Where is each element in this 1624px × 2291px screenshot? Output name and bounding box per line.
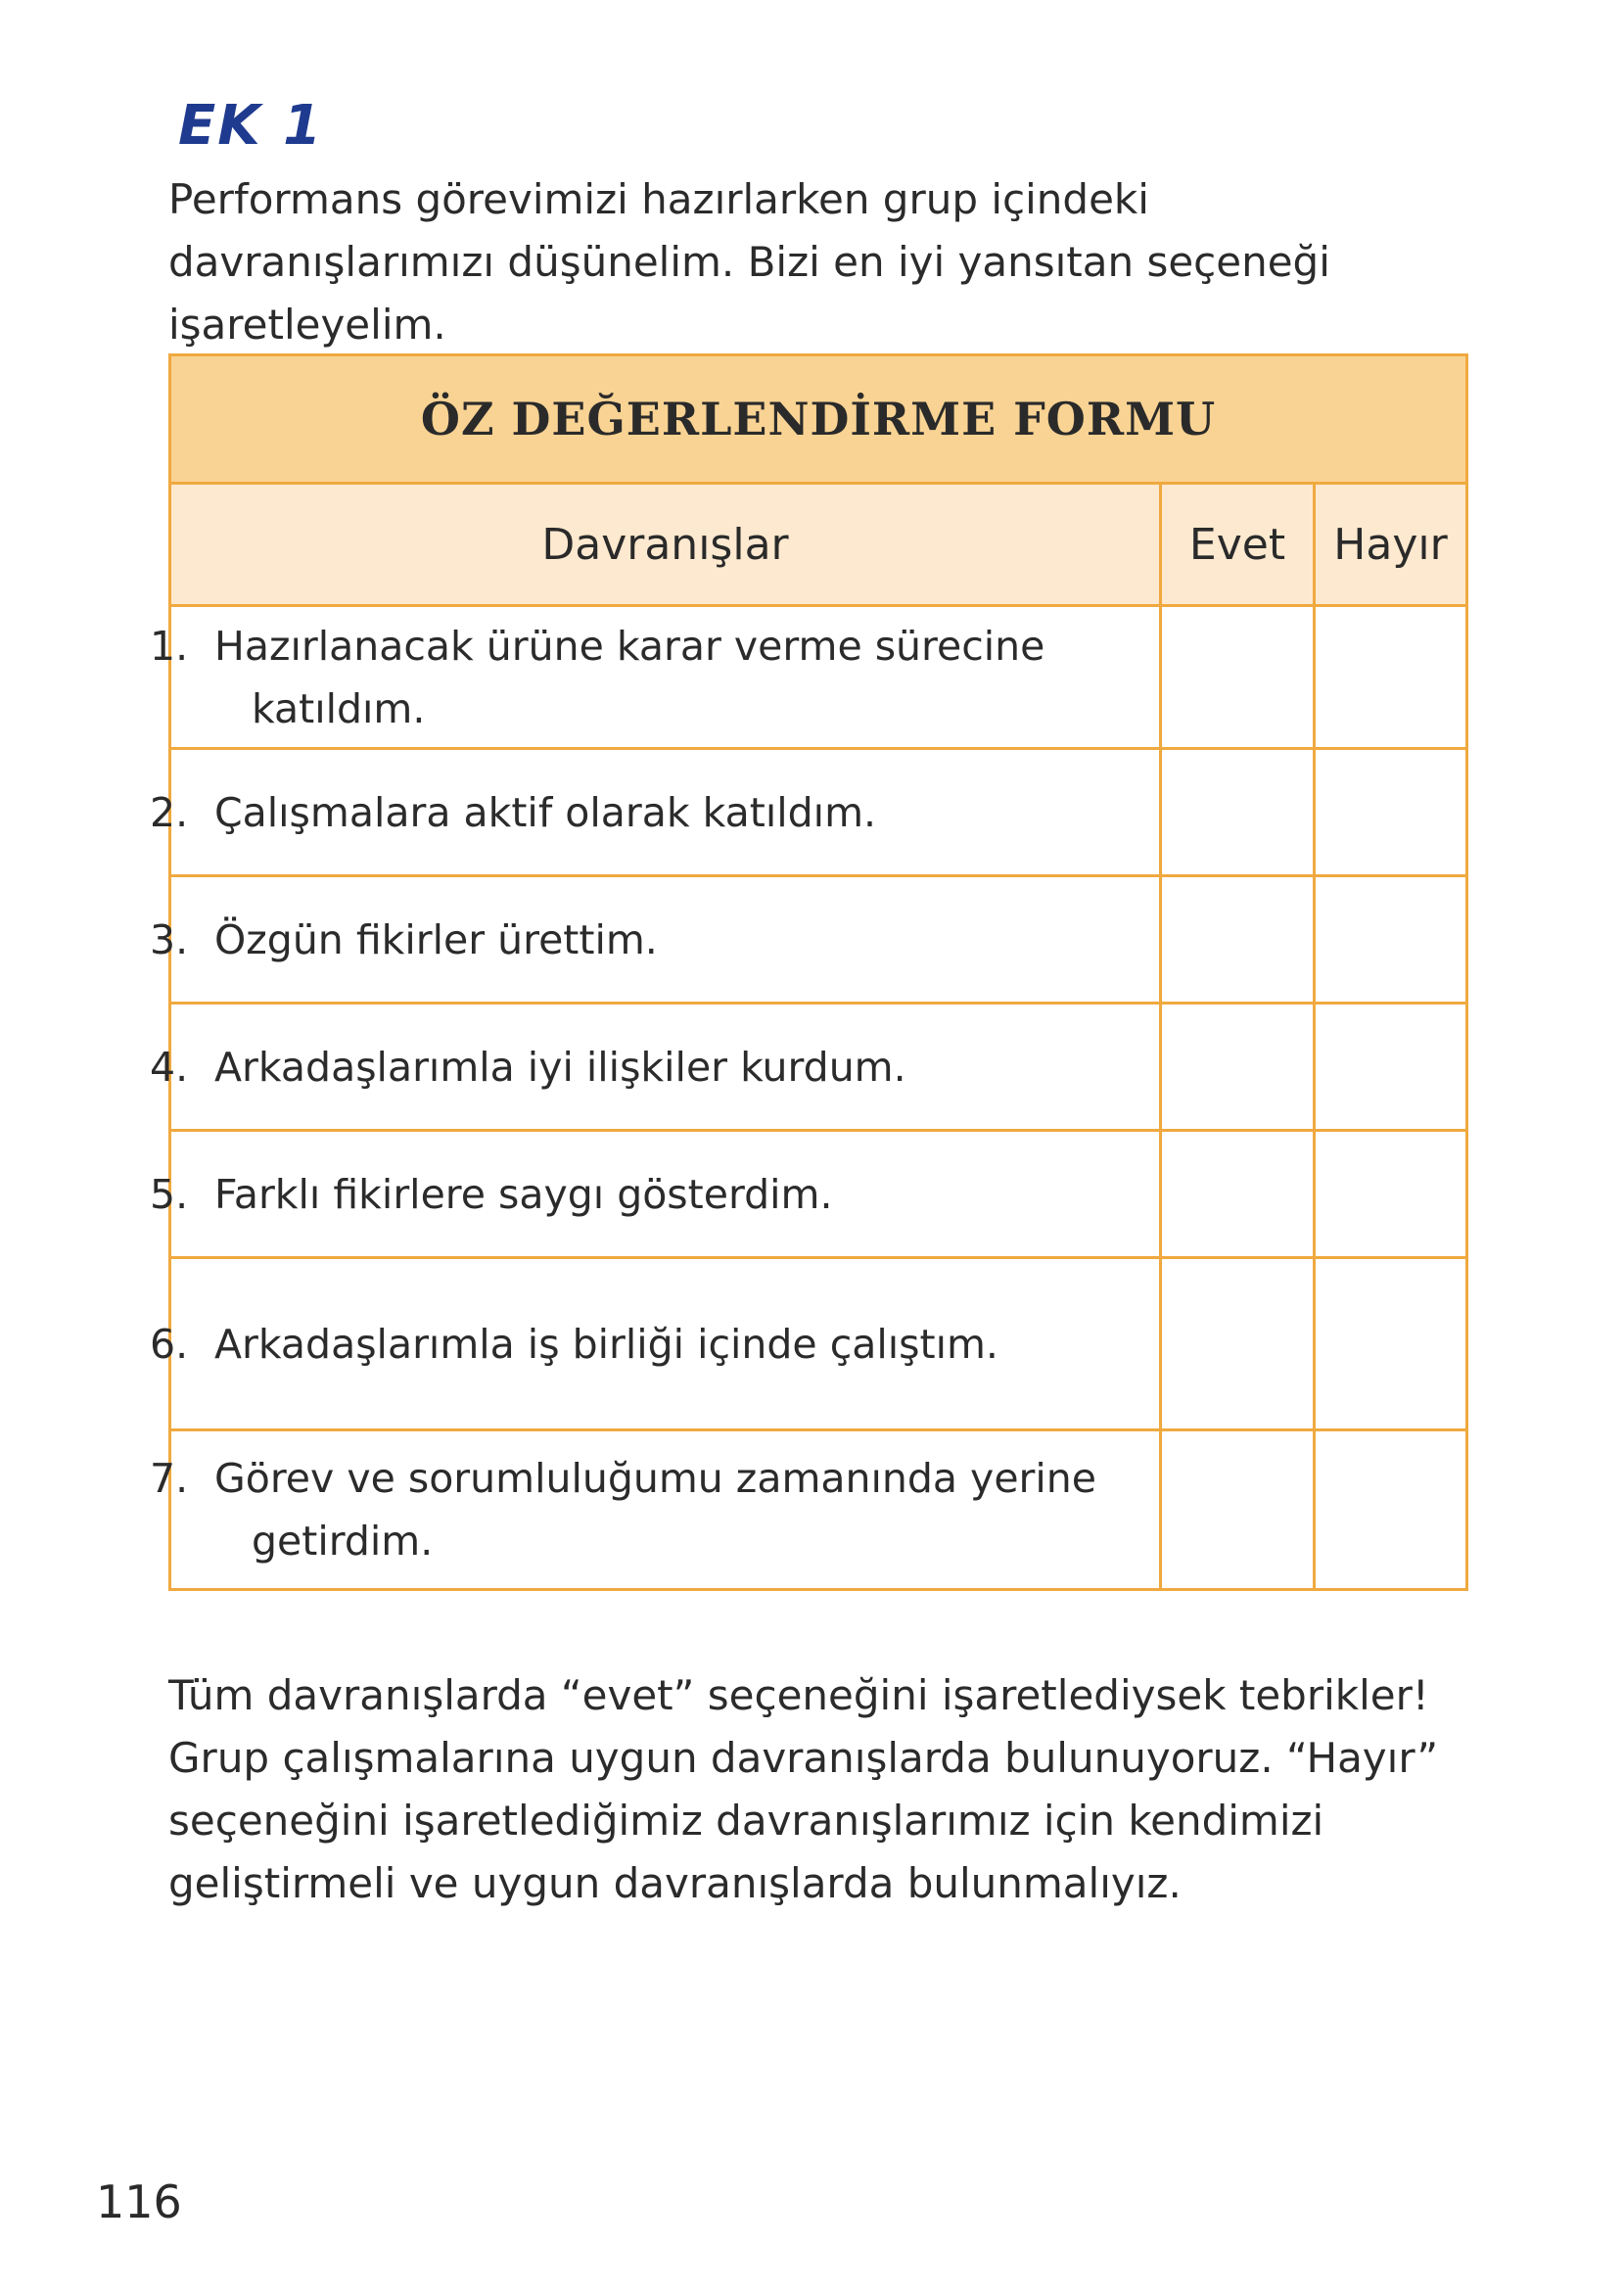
table-row xyxy=(170,1258,1467,1430)
yes-checkbox-cell[interactable] xyxy=(1161,1430,1315,1590)
behavior-text: Çalışmalara aktif olarak katıldım. xyxy=(214,788,877,836)
behavior-cell: 6. Arkadaşlarımla iş birliği içinde çalıştım. xyxy=(170,1258,1161,1430)
behavior-text: Farklı fikirlere saygı gösterdim. xyxy=(214,1170,833,1218)
form-title: ÖZ DEĞERLENDİRME FORMU xyxy=(170,355,1467,484)
yes-checkbox-cell[interactable] xyxy=(1161,606,1315,749)
behavior-text: Görev ve sorumluluğumu zamanında yerine getirdim. xyxy=(214,1455,1096,1565)
yes-checkbox-cell[interactable] xyxy=(1161,876,1315,1004)
behavior-cell: 1. Hazırlanacak ürüne karar verme sürecine katıldım. xyxy=(170,606,1161,749)
no-checkbox-cell[interactable] xyxy=(1315,606,1467,749)
behavior-text: Özgün fikirler ürettim. xyxy=(214,915,658,963)
behavior-cell: 4. Arkadaşlarımla iyi ilişkiler kurdum. xyxy=(170,1004,1161,1131)
table-row xyxy=(170,1131,1467,1258)
yes-checkbox-cell[interactable] xyxy=(1161,749,1315,876)
behavior-cell: 7. Görev ve sorumluluğumu zamanında yerine getirdim. xyxy=(170,1430,1161,1590)
table-row xyxy=(170,1004,1467,1131)
yes-checkbox-cell[interactable] xyxy=(1161,1004,1315,1131)
behavior-text: Arkadaşlarımla iyi ilişkiler kurdum. xyxy=(214,1043,906,1091)
no-checkbox-cell[interactable] xyxy=(1315,1258,1467,1430)
behavior-cell: 3. Özgün fikirler ürettim. xyxy=(170,876,1161,1004)
intro-paragraph: Performans görevimizi hazırlarken grup içindeki davranışlarımızı düşünelim. Bizi en iyi yansıtan seçeneği işaretleyelim. xyxy=(168,175,1330,349)
no-checkbox-cell[interactable] xyxy=(1315,749,1467,876)
no-checkbox-cell[interactable] xyxy=(1315,876,1467,1004)
table-row xyxy=(170,606,1467,749)
no-checkbox-cell[interactable] xyxy=(1315,1131,1467,1258)
yes-checkbox-cell[interactable] xyxy=(1161,1131,1315,1258)
yes-checkbox-cell[interactable] xyxy=(1161,1258,1315,1430)
column-header-no: Hayır xyxy=(1315,484,1467,606)
table-row xyxy=(170,876,1467,1004)
no-checkbox-cell[interactable] xyxy=(1315,1004,1467,1131)
behavior-cell: 5. Farklı fikirlere saygı gösterdim. xyxy=(170,1131,1161,1258)
column-header-behaviors: Davranışlar xyxy=(170,484,1161,606)
column-header-yes: Evet xyxy=(1161,484,1315,606)
self-assessment-table xyxy=(150,353,1468,1591)
table-row xyxy=(170,1430,1467,1590)
closing-paragraph: Tüm davranışlarda “evet” seçeneğini işaretlediysek tebrikler! Grup çalışmalarına uygun davranışlarda bulunuyoruz. “Hayır” seçeneğini işaretlediğimiz davranışlarımız için kendimizi geliştirmeli ve uygun davranışlarda bulunmalıyız. xyxy=(168,1671,1439,1907)
behavior-text: Hazırlanacak ürüne karar verme sürecine katıldım. xyxy=(214,622,1045,732)
behavior-cell: 2. Çalışmalara aktif olarak katıldım. xyxy=(170,749,1161,876)
table-row xyxy=(170,749,1467,876)
no-checkbox-cell[interactable] xyxy=(1315,1430,1467,1590)
section-label: EK 1 xyxy=(178,94,324,158)
table-header-row xyxy=(170,484,1467,606)
page-number: 116 xyxy=(96,2175,182,2228)
behavior-text: Arkadaşlarımla iş birliği içinde çalıştım. xyxy=(214,1320,998,1368)
